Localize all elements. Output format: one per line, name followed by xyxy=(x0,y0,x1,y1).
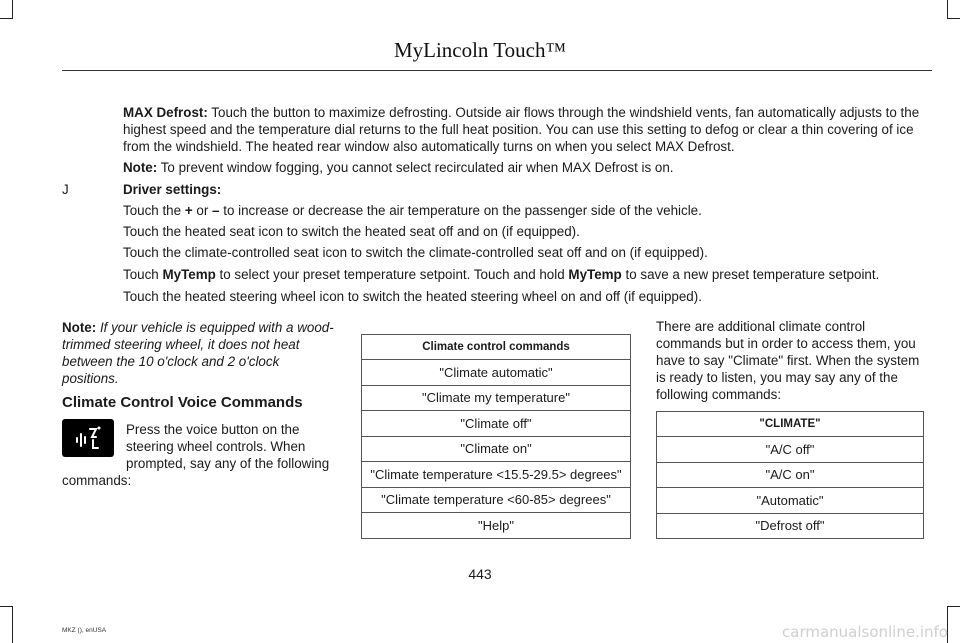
table-row xyxy=(657,513,924,539)
driver-settings-label: Driver settings: xyxy=(123,182,222,197)
document-code: MKZ (), enUSA xyxy=(62,627,107,634)
max-defrost-text: Touch the button to maximize defrosting. Outside air flows through the windshield vents, fan automatically adjusts to the highest speed and the temperature dial returns to the full heat position. You can use this setting to defog or clear a thin covering of ice from the windshield. The heated rear window also automatically turns on when you select MAX Defrost. xyxy=(123,105,920,154)
text-fragment: Touch the xyxy=(123,203,182,218)
crop-mark-top-left xyxy=(0,0,13,19)
plus-minus-instruction xyxy=(123,202,925,219)
crop-mark-top-right xyxy=(947,0,960,19)
table-header-row xyxy=(362,335,631,360)
note-text: To prevent window fogging, you cannot select recirculated air when MAX Defrost is on. xyxy=(160,160,674,175)
table-cell: "Automatic" xyxy=(657,488,924,514)
table-row xyxy=(657,462,924,488)
table-cell: "Defrost off" xyxy=(657,513,924,539)
table-row xyxy=(362,487,631,513)
table-header-row xyxy=(657,412,924,437)
heated-steering-instruction: Touch the heated steering wheel icon to switch the heated steering wheel on and off (if equipped). xyxy=(123,289,702,304)
text-fragment: to increase or decrease the air temperature on the passenger side of the vehicle. xyxy=(223,203,702,218)
plus-symbol: + xyxy=(184,203,193,218)
mytemp-keyword: MyTemp xyxy=(568,267,622,282)
table-cell: "Climate my temperature" xyxy=(362,385,631,411)
text-fragment: or xyxy=(196,203,209,218)
text-fragment: to select your preset temperature setpoint. Touch and hold xyxy=(219,267,565,282)
driver-settings-title xyxy=(123,181,925,198)
heated-seat-instruction: Touch the heated seat icon to switch the heated seat off and on (if equipped). xyxy=(123,224,580,239)
table-row xyxy=(362,462,631,488)
wood-trim-note xyxy=(62,319,338,387)
climate-seat-instruction: Touch the climate-controlled seat icon to switch the climate-controlled seat off and on (if equipped). xyxy=(123,245,708,260)
table-row xyxy=(362,360,631,386)
note-text: If your vehicle is equipped with a wood-trimmed steering wheel, it does not heat between the 10 o'clock and 2 o'clock positions. xyxy=(62,320,334,386)
page-title: MyLincoln Touch™ xyxy=(393,38,567,62)
voice-commands-heading: Climate Control Voice Commands xyxy=(62,394,303,411)
table-row xyxy=(657,437,924,463)
climate-subcommands-table xyxy=(656,411,924,539)
table-header-cell: Climate control commands xyxy=(362,335,631,360)
note-label: Note: xyxy=(123,160,158,175)
table-header-cell: "CLIMATE" xyxy=(657,412,924,437)
max-defrost-note xyxy=(123,159,925,176)
voice-instruction: Press the voice button on the steering wheel controls. When prompted, say any of the following xyxy=(126,422,330,471)
mytemp-instruction xyxy=(123,266,925,283)
page-number: 443 xyxy=(468,566,492,582)
table-cell: "Climate on" xyxy=(362,436,631,462)
text-fragment: to save a new preset temperature setpoint. xyxy=(625,267,880,282)
table-cell: "A/C on" xyxy=(657,462,924,488)
text-fragment: Touch xyxy=(123,267,159,282)
table-row xyxy=(362,385,631,411)
table-cell: "Help" xyxy=(362,513,631,539)
climate-commands-table xyxy=(361,334,631,539)
crop-mark-bottom-left xyxy=(0,606,13,643)
table-row xyxy=(362,436,631,462)
note-label: Note: xyxy=(62,320,97,335)
voice-button-icon xyxy=(62,419,114,457)
table-cell: "Climate temperature <15.5-29.5> degrees" xyxy=(362,462,631,488)
table-row xyxy=(657,488,924,514)
crop-mark-bottom-right xyxy=(947,606,960,643)
table-row xyxy=(362,411,631,437)
max-defrost-label: MAX Defrost: xyxy=(123,105,208,120)
table-row xyxy=(362,513,631,539)
voice-instruction-continued: commands: xyxy=(62,473,132,488)
table-cell: "Climate off" xyxy=(362,411,631,437)
table-cell: "A/C off" xyxy=(657,437,924,463)
minus-symbol: – xyxy=(212,203,220,218)
max-defrost-paragraph xyxy=(123,104,925,155)
table-cell: "Climate temperature <60-85> degrees" xyxy=(362,487,631,513)
mytemp-keyword: MyTemp xyxy=(162,267,216,282)
table-cell: "Climate automatic" xyxy=(362,360,631,386)
watermark: carmanualsonline.info xyxy=(782,623,948,641)
header-divider xyxy=(62,70,932,71)
additional-commands-paragraph: There are additional climate control commands but in order to access them, you have to say "Climate" first. When the system is ready to listen, you may say any of the following commands: xyxy=(656,319,920,402)
item-letter-j: J xyxy=(62,182,69,197)
